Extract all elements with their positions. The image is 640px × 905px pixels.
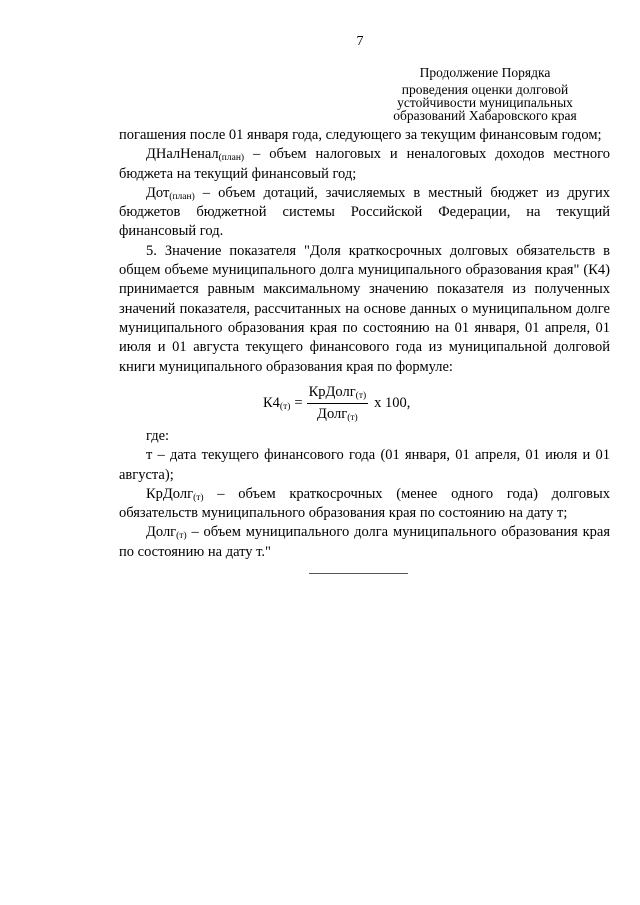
paragraph-dot	[119, 184, 610, 242]
document-header	[360, 66, 610, 122]
header-line-2: проведения оценки долговой	[401, 82, 569, 97]
term-krdolg: КрДолг	[146, 485, 194, 502]
text-block-lower	[119, 427, 610, 562]
paragraph-item-5: 5. Значение показателя "Доля краткосрочных долговых обязательств в общем объеме муниципального долга муниципального образования края" (К4) принимается равным максимальному значению показателя из полученных значений показателя, рассчитанных на основе данных о муниципальном долге муниципального образования края по состоянию на 01 января, 01 апреля, 01 июля и 01 августа текущего финансового года из муниципальной долговой книги муниципального образования края по формуле:	[119, 242, 610, 375]
formula-denominator: Долг$_{(т)}$	[317, 406, 358, 423]
paragraph-t-definition: т – дата текущего финансового года (01 января, 01 апреля, 01 июля и 01 августа);	[119, 447, 610, 483]
header-line-1: Продолжение Порядка	[419, 65, 551, 80]
term-dot: Дот	[146, 184, 170, 201]
header-line-3: устойчивости муниципальных	[397, 95, 573, 110]
paragraph-krdolg	[119, 485, 610, 524]
formula-multiplier: х 100,	[374, 395, 411, 411]
definition-dolg: – объем муниципального долга муниципального образования края по состоянию на дату т."	[119, 524, 610, 560]
term-dnalnenal: ДНалНенал	[146, 146, 219, 163]
formula-k4	[263, 384, 410, 423]
subscript-plan: (план)	[218, 153, 245, 164]
closing-divider	[309, 573, 408, 574]
header-line-4: образований Хабаровского края	[393, 108, 577, 123]
paragraph-continuation: погашения после 01 января года, следующего за текущим финансовым годом;	[119, 127, 602, 143]
formula-lhs: $К4_{(т)}$	[263, 395, 291, 412]
definition-dnalnenal: – объем налоговых и неналоговых доходов местного бюджета на текущий финансовый год;	[119, 146, 610, 182]
paragraph-where: где:	[146, 428, 170, 444]
text-block-upper	[119, 126, 610, 377]
paragraph-dnalnenal	[119, 145, 610, 184]
page-number: 7	[356, 34, 364, 49]
formula-numerator: КрДолг$_{(т)}$	[307, 384, 369, 404]
subscript-t: (т)	[176, 531, 187, 542]
definition-krdolg: – объем краткосрочных (менее одного года) долговых обязательств муниципального образования края по состоянию на дату т;	[119, 485, 610, 522]
term-dolg: Долг	[146, 524, 177, 541]
subscript-t: (т)	[193, 492, 204, 503]
definition-dot: – объем дотаций, зачисляемых в местный бюджет из других бюджетов бюджетной системы Российской Федерации, на текущий финансовый год.	[119, 184, 610, 240]
formula-equals: =	[294, 395, 303, 411]
paragraph-dolg	[119, 523, 610, 562]
subscript-plan: (план)	[169, 191, 195, 202]
formula-fraction	[307, 384, 369, 423]
